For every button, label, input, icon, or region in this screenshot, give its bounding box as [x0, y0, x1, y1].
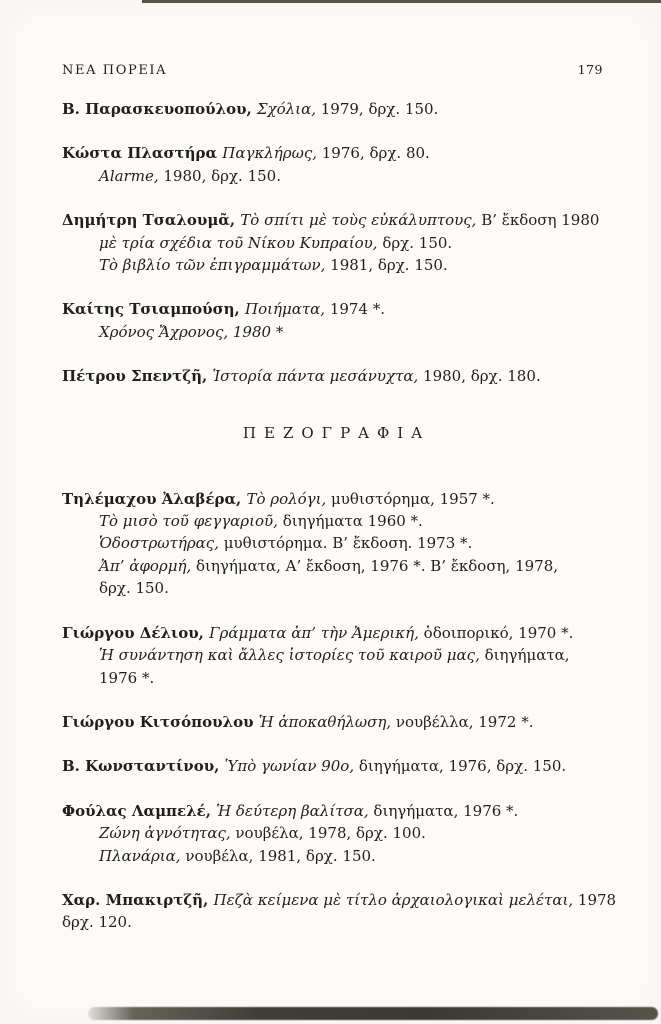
- work-details: μυθιστόρημα. Β’ ἔκδοση. 1973 *.: [218, 534, 473, 553]
- work-details: Β’ ἔκδοση 1980: [476, 211, 600, 230]
- work-title: Ἡ συνάντηση καὶ ἄλλες ἱστορίες τοῦ καιροῦ μας,: [99, 646, 480, 665]
- work-details: 1981, δρχ. 150.: [325, 256, 448, 275]
- work-title: Τὸ μισὸ τοῦ φεγγαριοῦ,: [99, 512, 278, 531]
- page-number: 179: [577, 62, 603, 77]
- author-name: Φούλας Λαμπελέ,: [62, 801, 217, 820]
- work-details: 1980, δρχ. 150.: [158, 166, 281, 185]
- entry-line: [62, 845, 603, 867]
- work-title: Τὸ σπίτι μὲ τοὺς εὐκάλυπτους,: [240, 211, 477, 230]
- entry-line: [62, 532, 603, 554]
- author-name: Γιώργου Δέλιου,: [62, 623, 210, 642]
- scan-artifact-bottom-bar: [88, 1007, 658, 1020]
- bibliography: [62, 98, 617, 934]
- entry-line: [62, 644, 603, 666]
- work-details: μυθιστόρημα, 1957 *.: [326, 489, 495, 508]
- author-name: Πέτρου Σπεντζῆ,: [62, 367, 213, 386]
- entry-line: [62, 321, 603, 343]
- bibliography-entry: [62, 711, 603, 733]
- entry-line: [62, 577, 603, 599]
- entry-line: [62, 622, 603, 644]
- work-title: Ἡ δεύτερη βαλίτσα,: [216, 801, 369, 820]
- work-title: Χρόνος Ἄχρονος, 1980: [99, 322, 272, 341]
- work-title: Παγκλήρως,: [222, 144, 317, 163]
- work-details: διηγήματα 1960 *.: [277, 512, 423, 531]
- work-title: Ἱστορία πάντα μεσάνυχτα,: [212, 367, 419, 386]
- work-details: διηγήματα, 1976 *.: [368, 801, 519, 820]
- entry-line: [62, 209, 603, 231]
- work-details: 1978: [573, 890, 617, 909]
- bibliography-entry: [62, 98, 603, 120]
- entry-line: [62, 165, 603, 187]
- bibliography-entry: [62, 800, 603, 867]
- work-details: νουβέλα, 1978, δρχ. 100.: [230, 824, 426, 843]
- section-heading: ΠΕΖΟΓΡΑΦΙΑ: [242, 423, 431, 442]
- author-name: Χαρ. Μπακιρτζῆ,: [62, 890, 214, 909]
- entry-line: [62, 711, 603, 733]
- work-details: 1976 *.: [99, 668, 155, 687]
- work-title: Γράμματα ἀπ’ τὴν Ἀμερική,: [209, 623, 419, 642]
- entry-line: [62, 142, 603, 164]
- work-title: Ἀπ’ ἀφορμή,: [99, 556, 192, 575]
- entry-line: [62, 667, 603, 689]
- work-details: δρχ. 120.: [62, 913, 132, 932]
- author-name: Β. Κωνσταντίνου,: [62, 757, 225, 776]
- entry-line: [62, 510, 603, 532]
- work-title: Ποιήματα,: [245, 300, 326, 319]
- author-name: Τηλέμαχου Ἀλαβέρα,: [62, 489, 247, 508]
- bibliography-entry: [62, 755, 603, 777]
- author-name: Καίτης Τσιαμπούση,: [62, 300, 245, 319]
- work-title: Πλανάρια,: [99, 846, 181, 865]
- bibliography-entry: [62, 622, 603, 689]
- entry-line: [62, 298, 603, 320]
- author-name: Β. Παρασκευοπούλου,: [62, 100, 257, 118]
- entry-line: [62, 254, 603, 276]
- author-name: Γιώργου Κιτσόπουλου: [62, 712, 259, 731]
- entry-line: [62, 365, 603, 387]
- work-details: *: [271, 322, 284, 341]
- work-details: νουβέλα, 1981, δρχ. 150.: [180, 846, 376, 865]
- entry-line: [62, 755, 603, 777]
- work-title: Σχόλια,: [256, 100, 316, 118]
- scan-artifact-top-line: [142, 0, 661, 3]
- entry-line: [62, 232, 603, 254]
- work-details: νουβέλλα, 1972 *.: [391, 712, 534, 731]
- entry-line: [62, 488, 603, 510]
- work-title: Alarme,: [99, 166, 159, 185]
- entry-line: [62, 800, 603, 822]
- work-details: 1974 *.: [325, 300, 386, 319]
- work-details: 1979, δρχ. 150.: [315, 100, 439, 118]
- journal-title: ΝΕΑ ΠΟΡΕΙΑ: [62, 63, 168, 78]
- work-details: 1980, δρχ. 180.: [418, 367, 541, 386]
- bibliography-entry: [62, 298, 603, 343]
- work-details: δρχ. 150.: [99, 579, 169, 598]
- work-title: Ὑπὸ γωνίαν 90ο,: [224, 757, 355, 776]
- work-title: Πεζὰ κείμενα μὲ τίτλο ἀρχαιολογικαὶ μελέται,: [213, 890, 574, 909]
- page-header: [62, 62, 603, 78]
- bibliography-entry: [62, 488, 603, 600]
- work-title: Ζώνη ἁγνότητας,: [99, 824, 231, 843]
- author-name: Κώστα Πλαστήρα: [62, 144, 223, 163]
- entry-line: [62, 822, 603, 844]
- work-details: δρχ. 150.: [377, 233, 453, 252]
- work-title: μὲ τρία σχέδια τοῦ Νίκου Κυπραίου,: [99, 233, 378, 252]
- bibliography-entry: [62, 209, 603, 276]
- entry-line: [62, 889, 617, 911]
- bibliography-entry: [62, 142, 603, 187]
- work-details: 1976, δρχ. 80.: [317, 144, 430, 163]
- entry-line: [62, 911, 603, 933]
- work-title: Τὸ ρολόγι,: [246, 489, 327, 508]
- bibliography-entry: [62, 365, 603, 387]
- entry-line: [62, 98, 603, 120]
- work-title: Ὁδοστρωτήρας,: [99, 534, 219, 553]
- entry-line: [62, 555, 603, 577]
- work-title: Ἡ ἀποκαθήλωση,: [258, 712, 392, 731]
- work-title: Τὸ βιβλίο τῶν ἐπιγραμμάτων,: [99, 256, 326, 275]
- work-details: ὁδοιπορικό, 1970 *.: [418, 623, 574, 642]
- author-name: Δημήτρη Τσαλουμᾶ,: [62, 211, 241, 230]
- work-details: διηγήματα, Α’ ἔκδοση, 1976 *. Β’ ἔκδοση, 1978,: [191, 556, 559, 575]
- work-details: διηγήματα, 1976, δρχ. 150.: [354, 757, 567, 776]
- bibliography-entry: [62, 889, 617, 934]
- work-details: διηγήματα,: [479, 646, 570, 665]
